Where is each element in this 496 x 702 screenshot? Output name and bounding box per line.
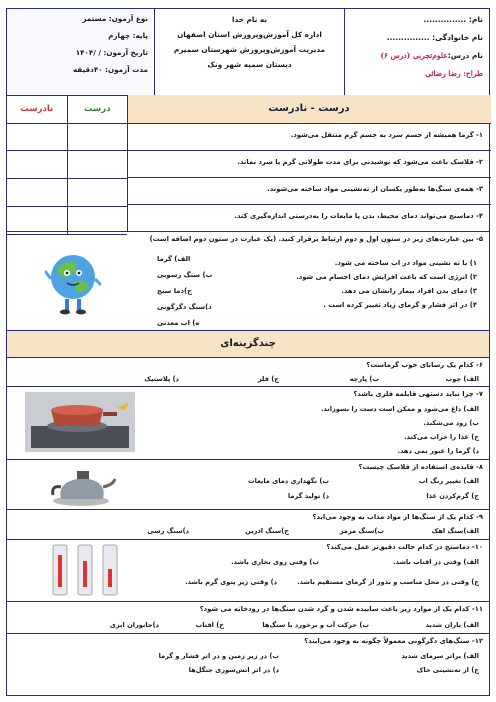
pot-on-stove-image	[25, 392, 135, 452]
match-left-1: ۱) با ته نشینی مواد در اب ساخته می شود.	[334, 259, 477, 267]
q12-option-c[interactable]: ج) از ته‌نشینی خاک	[416, 666, 479, 674]
true-checkbox[interactable]	[68, 179, 128, 206]
thermometers-image	[45, 541, 125, 599]
exam-page	[6, 8, 490, 696]
q8-option-c[interactable]: ج) گرم‌کردن غذا	[426, 492, 479, 500]
q10-option-c[interactable]: ج) وقتی در محل مناسب و بدور از گرمای مستقیم باشد.	[297, 578, 479, 586]
true-checkbox[interactable]	[68, 123, 128, 150]
subject-value: علوم‌تجربی (درس ۶)	[380, 51, 448, 60]
tf-answer-header	[7, 95, 127, 124]
q6-option-b[interactable]: ب) پارچه	[349, 375, 379, 383]
q7-option-d[interactable]: د) گرما را عبور نمی دهد.	[397, 447, 479, 455]
school-name: دبستان سمیه شهر ونک	[207, 60, 292, 69]
tf-section-title: درست - نادرست	[127, 95, 491, 124]
exam-header	[7, 9, 489, 96]
grade: پایه: چهارم	[108, 31, 148, 40]
false-checkbox[interactable]	[7, 123, 68, 150]
q6-option-a[interactable]: الف) چوب	[445, 375, 479, 383]
match-question: ۵- بین عبارت‌های زیر در ستون اول و دوم ارتباط برقرار کنید. (یک عبارت در ستون دوم اضافه است)	[149, 235, 483, 243]
q12-option-d[interactable]: د) در اثر اتش‌سوزی جنگل‌ها	[188, 666, 279, 674]
student-info	[344, 9, 489, 95]
match-right-b: ب) سنگ رسوبی	[157, 271, 213, 279]
q10-option-d[interactable]: د) وقتی زیر پتوی گرم باشد.	[185, 578, 277, 586]
education-management: مدیریت آموزش‌وپرورش شهرستان سمیرم	[173, 45, 326, 54]
q9-option-a[interactable]: الف)سنگ اهک	[431, 527, 479, 535]
exam-info	[7, 9, 154, 95]
tf-item-2: ۲- فلاسک باعث می‌شود که نوشیدنی برای مدت طولانی گرم یا سرد بماند.	[237, 158, 483, 166]
q8-option-b[interactable]: ب) نگهداری دمای مایعات	[248, 477, 329, 485]
match-left-3: ۳) دمای بدن افراد بیمار رانشان می دهد.	[341, 287, 477, 295]
q11-option-b[interactable]: ب) حرکت آب و برخورد با سنگ‌ها	[262, 621, 369, 629]
match-left-2: ۲) انرژی است که باعث افزایش دمای اجسام می شود.	[296, 273, 477, 281]
false-checkbox[interactable]	[7, 207, 68, 234]
match-right-a: الف) گرما	[157, 255, 191, 263]
kettle-image	[47, 465, 117, 507]
q9-text: ۹- کدام یک از سنگ‌ها از مواد مذاب به وجود می‌اید؟	[312, 513, 483, 521]
tf-item-3: ۳- همه‌ی سنگ‌ها به‌طور یکسان از ته‌نشینی مواد ساخته می‌شوند.	[267, 185, 483, 193]
match-right-e: ه) اب معدنی	[157, 319, 200, 327]
exam-date: تاریخ آزمون: / /۱۴۰۴	[75, 48, 148, 57]
q9-option-b[interactable]: ب)سنگ مرمر	[339, 527, 384, 535]
tf-item-1: ۱- گرما همیشه از جسم سرد به جسم گرم منتقل می‌شود.	[290, 131, 483, 139]
q6-text: ۶- کدام یک رسانای خوب گرماست؟	[366, 361, 483, 369]
q8-text: ۸- فایده‌ی استفاده از فلاسک چیست؟	[358, 463, 483, 471]
q10-text: ۱۰- دماسنج در کدام حالت دقیق‌تر عمل می‌کند؟	[326, 543, 483, 551]
true-checkbox[interactable]	[68, 151, 128, 178]
q7-option-c[interactable]: ج) غذا را خراب می‌کند.	[404, 433, 479, 441]
q6-option-d[interactable]: د) پلاستیک	[144, 375, 179, 383]
q10-option-a[interactable]: الف) وقتی در افتاب باشد.	[393, 558, 479, 566]
exam-duration: مدت آزمون: ۴۰دقیقه	[72, 65, 148, 74]
q11-option-d[interactable]: د)جانوران ابزی	[109, 621, 159, 629]
tf-answer-row	[7, 123, 127, 151]
q8-option-a[interactable]: الف) تغییر رنگ اب	[418, 477, 479, 485]
q10-option-b[interactable]: ب) وقتی روی بخاری باشد.	[231, 558, 319, 566]
q12-option-a[interactable]: الف) براثر سرمای شدید	[401, 652, 479, 660]
false-checkbox[interactable]	[7, 179, 68, 206]
name-field[interactable]: نام: ...............	[423, 15, 483, 24]
exam-type: نوع آزمون: مستمر	[82, 14, 148, 23]
q11-text: ۱۱- کدام یک از موارد زیر باعث ساییده شدن و گرد شدن سنگ‌ها در رودخانه می شود؟	[199, 605, 483, 613]
match-left-4: ۴) در اثر فشار و گرمای زیاد تغییر کرده است .	[323, 301, 477, 309]
q12-text: ۱۲- سنگ‌های دگرگونی معمولاً چگونه به وجود می‌ایند؟	[304, 637, 483, 645]
q7-text: ۷- چرا نباید دستهی قابلمه فلزی باشد؟	[353, 390, 483, 398]
tf-answer-row	[7, 151, 127, 179]
q11-option-c[interactable]: ج) افتاب	[195, 621, 224, 629]
tf-item-4: ۴- دماسنج می‌تواند دمای محیط، بدن یا مایعات را به‌درستی اندازه‌گیری کند.	[234, 212, 483, 220]
subject-label: نام درس:	[447, 51, 483, 60]
match-right-c: ج)دما سنج	[157, 287, 192, 295]
q12-option-b[interactable]: ب) در زیر زمین و در اثر فشار و گرما	[158, 652, 279, 660]
tf-answer-grid	[7, 123, 127, 235]
match-right-d: د)سنگ دگرگونی	[157, 303, 212, 311]
tf-answer-row	[7, 179, 127, 207]
q8-option-d[interactable]: د) تولید گرما	[287, 492, 329, 500]
q7-option-a[interactable]: الف) داغ می‌شود و ممکن است دست را بسوزاند.	[320, 405, 479, 413]
q9-option-d[interactable]: د)سنگ رسی	[147, 527, 189, 535]
q11-option-a[interactable]: الف) باران شدید	[425, 621, 479, 629]
true-checkbox[interactable]	[68, 207, 128, 234]
true-column-label: درست	[83, 104, 111, 114]
q7-option-b[interactable]: ب) زود می‌شکند.	[423, 419, 479, 427]
q9-option-c[interactable]: ج)سنگ اذرین	[245, 527, 289, 535]
q6-option-c[interactable]: ج) فلز	[257, 375, 279, 383]
education-office: اداره کل آموزش‌وپرورش استان اصفهان	[177, 30, 322, 39]
family-field[interactable]: نام خانوادگی: ...............	[386, 33, 483, 42]
school-info	[154, 9, 344, 95]
mc-section-title: چندگزینه‌ای	[7, 330, 489, 358]
globe-mascot-icon	[45, 249, 101, 315]
false-checkbox[interactable]	[7, 151, 68, 178]
false-column-label: نادرست	[7, 95, 68, 123]
designer-label: طراح: رضا رضائی	[425, 69, 483, 78]
bismillah: به نام خدا	[231, 15, 268, 24]
